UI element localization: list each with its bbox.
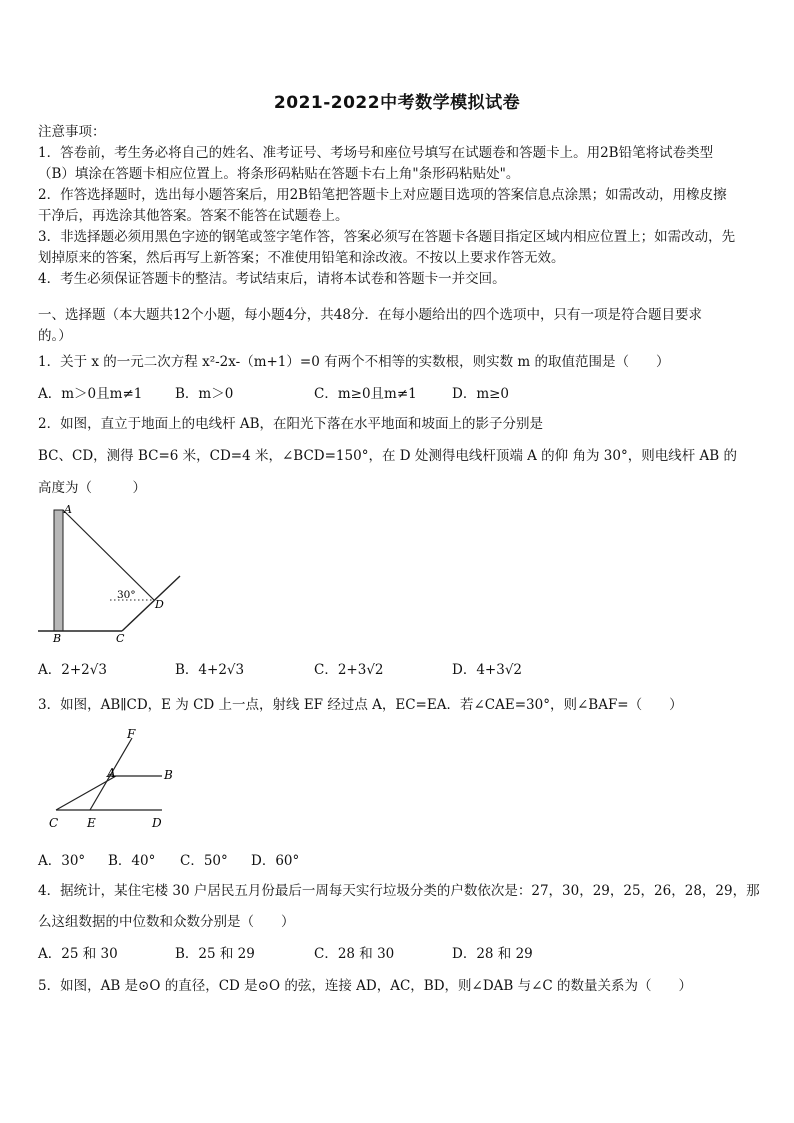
question-3-figure	[40, 728, 190, 836]
question-1-option-c: C．m≥0且m≠1	[314, 386, 417, 402]
notice-line: 4．考生必须保证答题卡的整洁。考试结束后，请将本试卷和答题卡一并交回。	[38, 271, 506, 287]
page-title: 2021-2022中考数学模拟试卷	[273, 93, 521, 113]
question-3-option-d: D．60°	[251, 853, 300, 869]
notice-heading: 注意事项：	[38, 124, 106, 140]
question-3-stem: 3．如图，AB∥CD，E 为 CD 上一点，射线 EF 经过点 A，EC=EA．若∠CAE=30°，则∠BAF=（ ）	[38, 697, 683, 713]
question-2-option-a: A．2+2√3	[38, 662, 107, 678]
label-e: E	[87, 816, 96, 830]
label-a: A	[64, 503, 72, 516]
question-3-option-a: A．30°	[38, 853, 86, 869]
label-b: B	[164, 768, 173, 782]
label-d: D	[155, 598, 164, 611]
label-c: C	[49, 816, 59, 830]
question-4-option-b: B．25 和 29	[175, 946, 255, 962]
question-1-option-d: D．m≥0	[452, 386, 510, 402]
slope-cd	[122, 576, 180, 631]
segment-ca	[56, 776, 116, 810]
notice-line: 划掉原来的答案，然后再写上新答案；不准使用铅笔和涂改液。不按以上要求作答无效。	[38, 250, 565, 266]
label-f: F	[127, 728, 136, 741]
question-4-stem: 4．据统计，某住宅楼 30 户居民五月份最后一周每天实行垃圾分类的户数依次是：27，30，29，25，26，28，29，那	[38, 883, 760, 899]
label-d: D	[152, 816, 162, 830]
notice-line: 1．答卷前，考生务必将自己的姓名、准考证号、考场号和座位号填写在试题卷和答题卡上。用2B铅笔将试卷类型	[38, 145, 714, 161]
section-heading: 一、选择题（本大题共12个小题，每小题4分，共48分．在每小题给出的四个选项中，只有一项是符合题目要求	[38, 307, 702, 323]
question-2-option-d: D．4+3√2	[452, 662, 523, 678]
notice-line: 2．作答选择题时，选出每小题答案后，用2B铅笔把答题卡上对应题目选项的答案信息点涂黑；如需改动，用橡皮擦	[38, 187, 727, 203]
pole-ab	[54, 510, 63, 631]
label-a: A	[107, 766, 116, 780]
label-angle: 30°	[117, 589, 136, 601]
question-4-option-a: A．25 和 30	[38, 946, 118, 962]
question-4-stem: 么这组数据的中位数和众数分别是（ ）	[38, 914, 295, 930]
question-3-option-b: B．40°	[108, 853, 156, 869]
question-2-stem: BC、CD，测得 BC=6 米，CD=4 米，∠BCD=150°，在 D 处测得电线杆顶端 A 的仰 角为 30°，则电线杆 AB 的	[38, 448, 737, 464]
question-1-stem: 1．关于 x 的一元二次方程 x²-2x-（m+1）=0 有两个不相等的实数根，则实数 m 的取值范围是（ ）	[38, 354, 670, 370]
question-1-option-b: B．m＞0	[175, 386, 234, 402]
question-4-option-c: C．28 和 30	[314, 946, 395, 962]
question-2-option-b: B．4+2√3	[175, 662, 245, 678]
notice-line: 干净后，再选涂其他答案。答案不能答在试题卷上。	[38, 208, 349, 224]
label-c: C	[116, 632, 125, 645]
section-heading-cont: 的。）	[38, 328, 72, 344]
question-2-stem: 高度为（ ）	[38, 480, 146, 496]
question-2-stem: 2．如图，直立于地面上的电线杆 AB，在阳光下落在水平地面和坡面上的影子分别是	[38, 416, 544, 432]
notice-line: 3．非选择题必须用黑色字迹的钢笔或签字笔作答，答案必须写在答题卡各题目指定区域内相应位置上；如需改动，先	[38, 229, 736, 245]
question-5-stem: 5．如图，AB 是⊙O 的直径，CD 是⊙O 的弦，连接 AD，AC，BD，则∠DAB 与∠C 的数量关系为（ ）	[38, 978, 693, 994]
question-3-option-c: C．50°	[180, 853, 228, 869]
question-1-option-a: A．m＞0且m≠1	[38, 386, 143, 402]
question-2-figure	[30, 500, 200, 650]
question-4-option-d: D．28 和 29	[452, 946, 533, 962]
notice-line: （B）填涂在答题卡相应位置上。将条形码粘贴在答题卡右上角"条形码粘贴处"。	[38, 166, 520, 182]
label-b: B	[53, 632, 62, 645]
question-2-option-c: C．2+3√2	[314, 662, 384, 678]
sun-ray	[63, 510, 154, 600]
